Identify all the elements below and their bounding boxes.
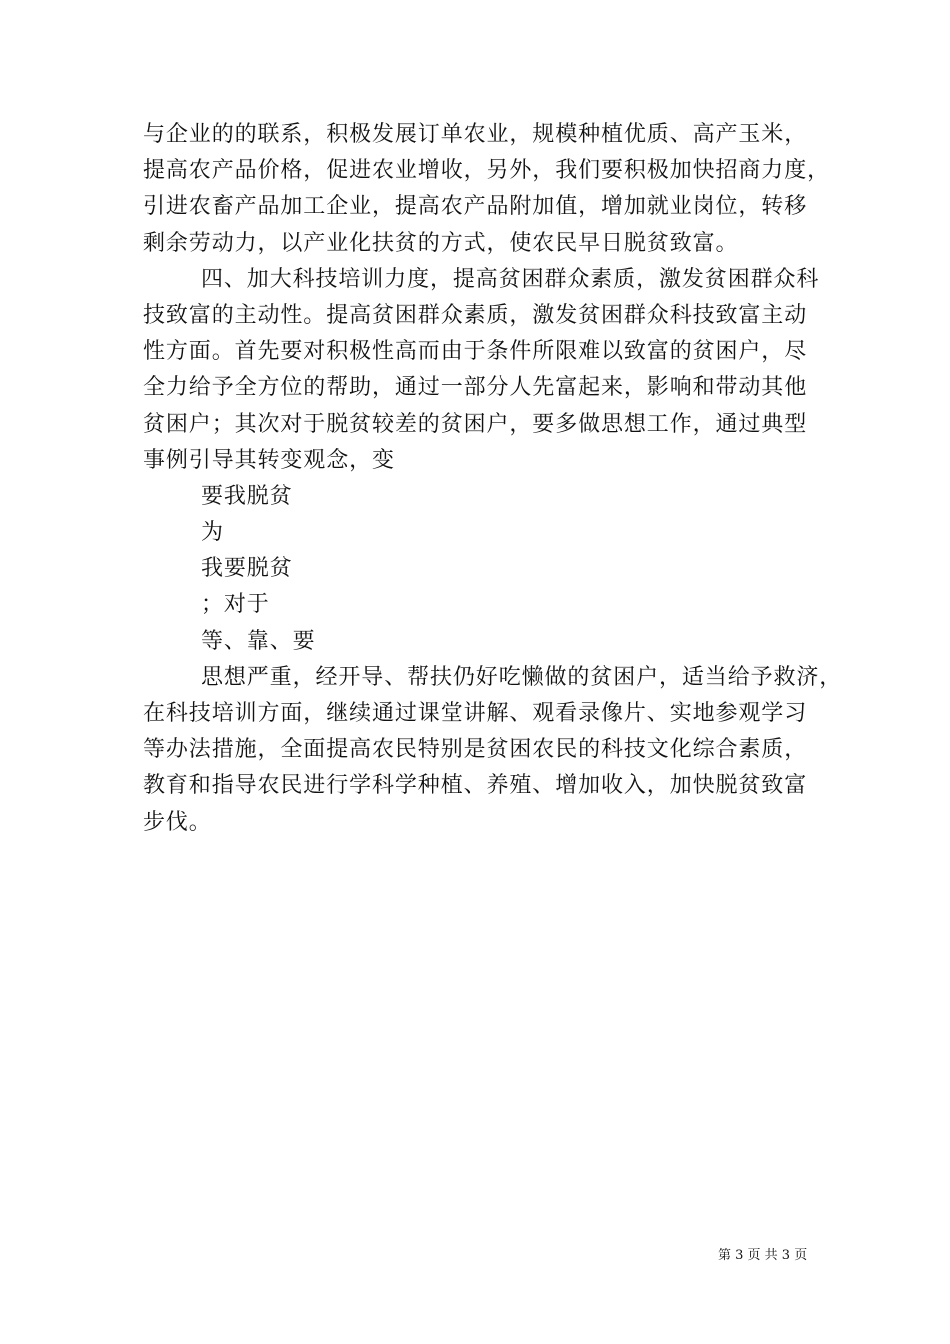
text-line: 与企业的的联系，积极发展订单农业，规模种植优质、高产玉米，: [143, 122, 808, 147]
text-line: 四、加大科技培训力度，提高贫困群众素质，激发贫困群众科: [201, 266, 820, 292]
text-line: 贫困户；其次对于脱贫较差的贫困户，要多做思想工作，通过典型: [143, 411, 808, 437]
text-line: 事例引导其转变观念，变: [143, 447, 395, 473]
text-line: 步伐。: [143, 809, 212, 835]
text-line: 全力给予全方位的帮助，通过一部分人先富起来，影响和带动其他: [143, 375, 808, 401]
text-line: 在科技培训方面，继续通过课堂讲解、观看录像片、实地参观学习: [143, 701, 808, 726]
text-line: 剩余劳动力，以产业化扶贫的方式，使农民早日脱贫致富。: [143, 230, 739, 256]
text-line: 性方面。首先要对积极性高而由于条件所限难以致富的贫困户，尽: [143, 339, 808, 365]
text-line: 技致富的主动性。提高贫困群众素质，激发贫困群众科技致富主动: [143, 302, 808, 328]
body-text: [143, 117, 843, 841]
text-line: 我要脱贫: [201, 556, 293, 582]
text-line: 思想严重，经开导、帮扶仍好吃懒做的贫困户，适当给予救济，: [201, 664, 843, 690]
page-number-footer: 第 3 页 共 3 页: [718, 1248, 808, 1263]
text-line: 引进农畜产品加工企业，提高农产品附加值，增加就业岗位，转移: [143, 194, 808, 220]
text-line: 等、靠、要: [201, 628, 316, 654]
text-line: 教育和指导农民进行学科学种植、养殖、增加收入，加快脱贫致富: [143, 773, 808, 799]
text-line: 为: [201, 520, 224, 546]
text-line: ；对于: [201, 592, 270, 618]
text-line: 要我脱贫: [201, 483, 293, 509]
text-line: 提高农产品价格，促进农业增收，另外，我们要积极加快招商力度，: [143, 158, 831, 184]
text-line: 等办法措施，全面提高农民特别是贫困农民的科技文化综合素质，: [143, 737, 808, 763]
